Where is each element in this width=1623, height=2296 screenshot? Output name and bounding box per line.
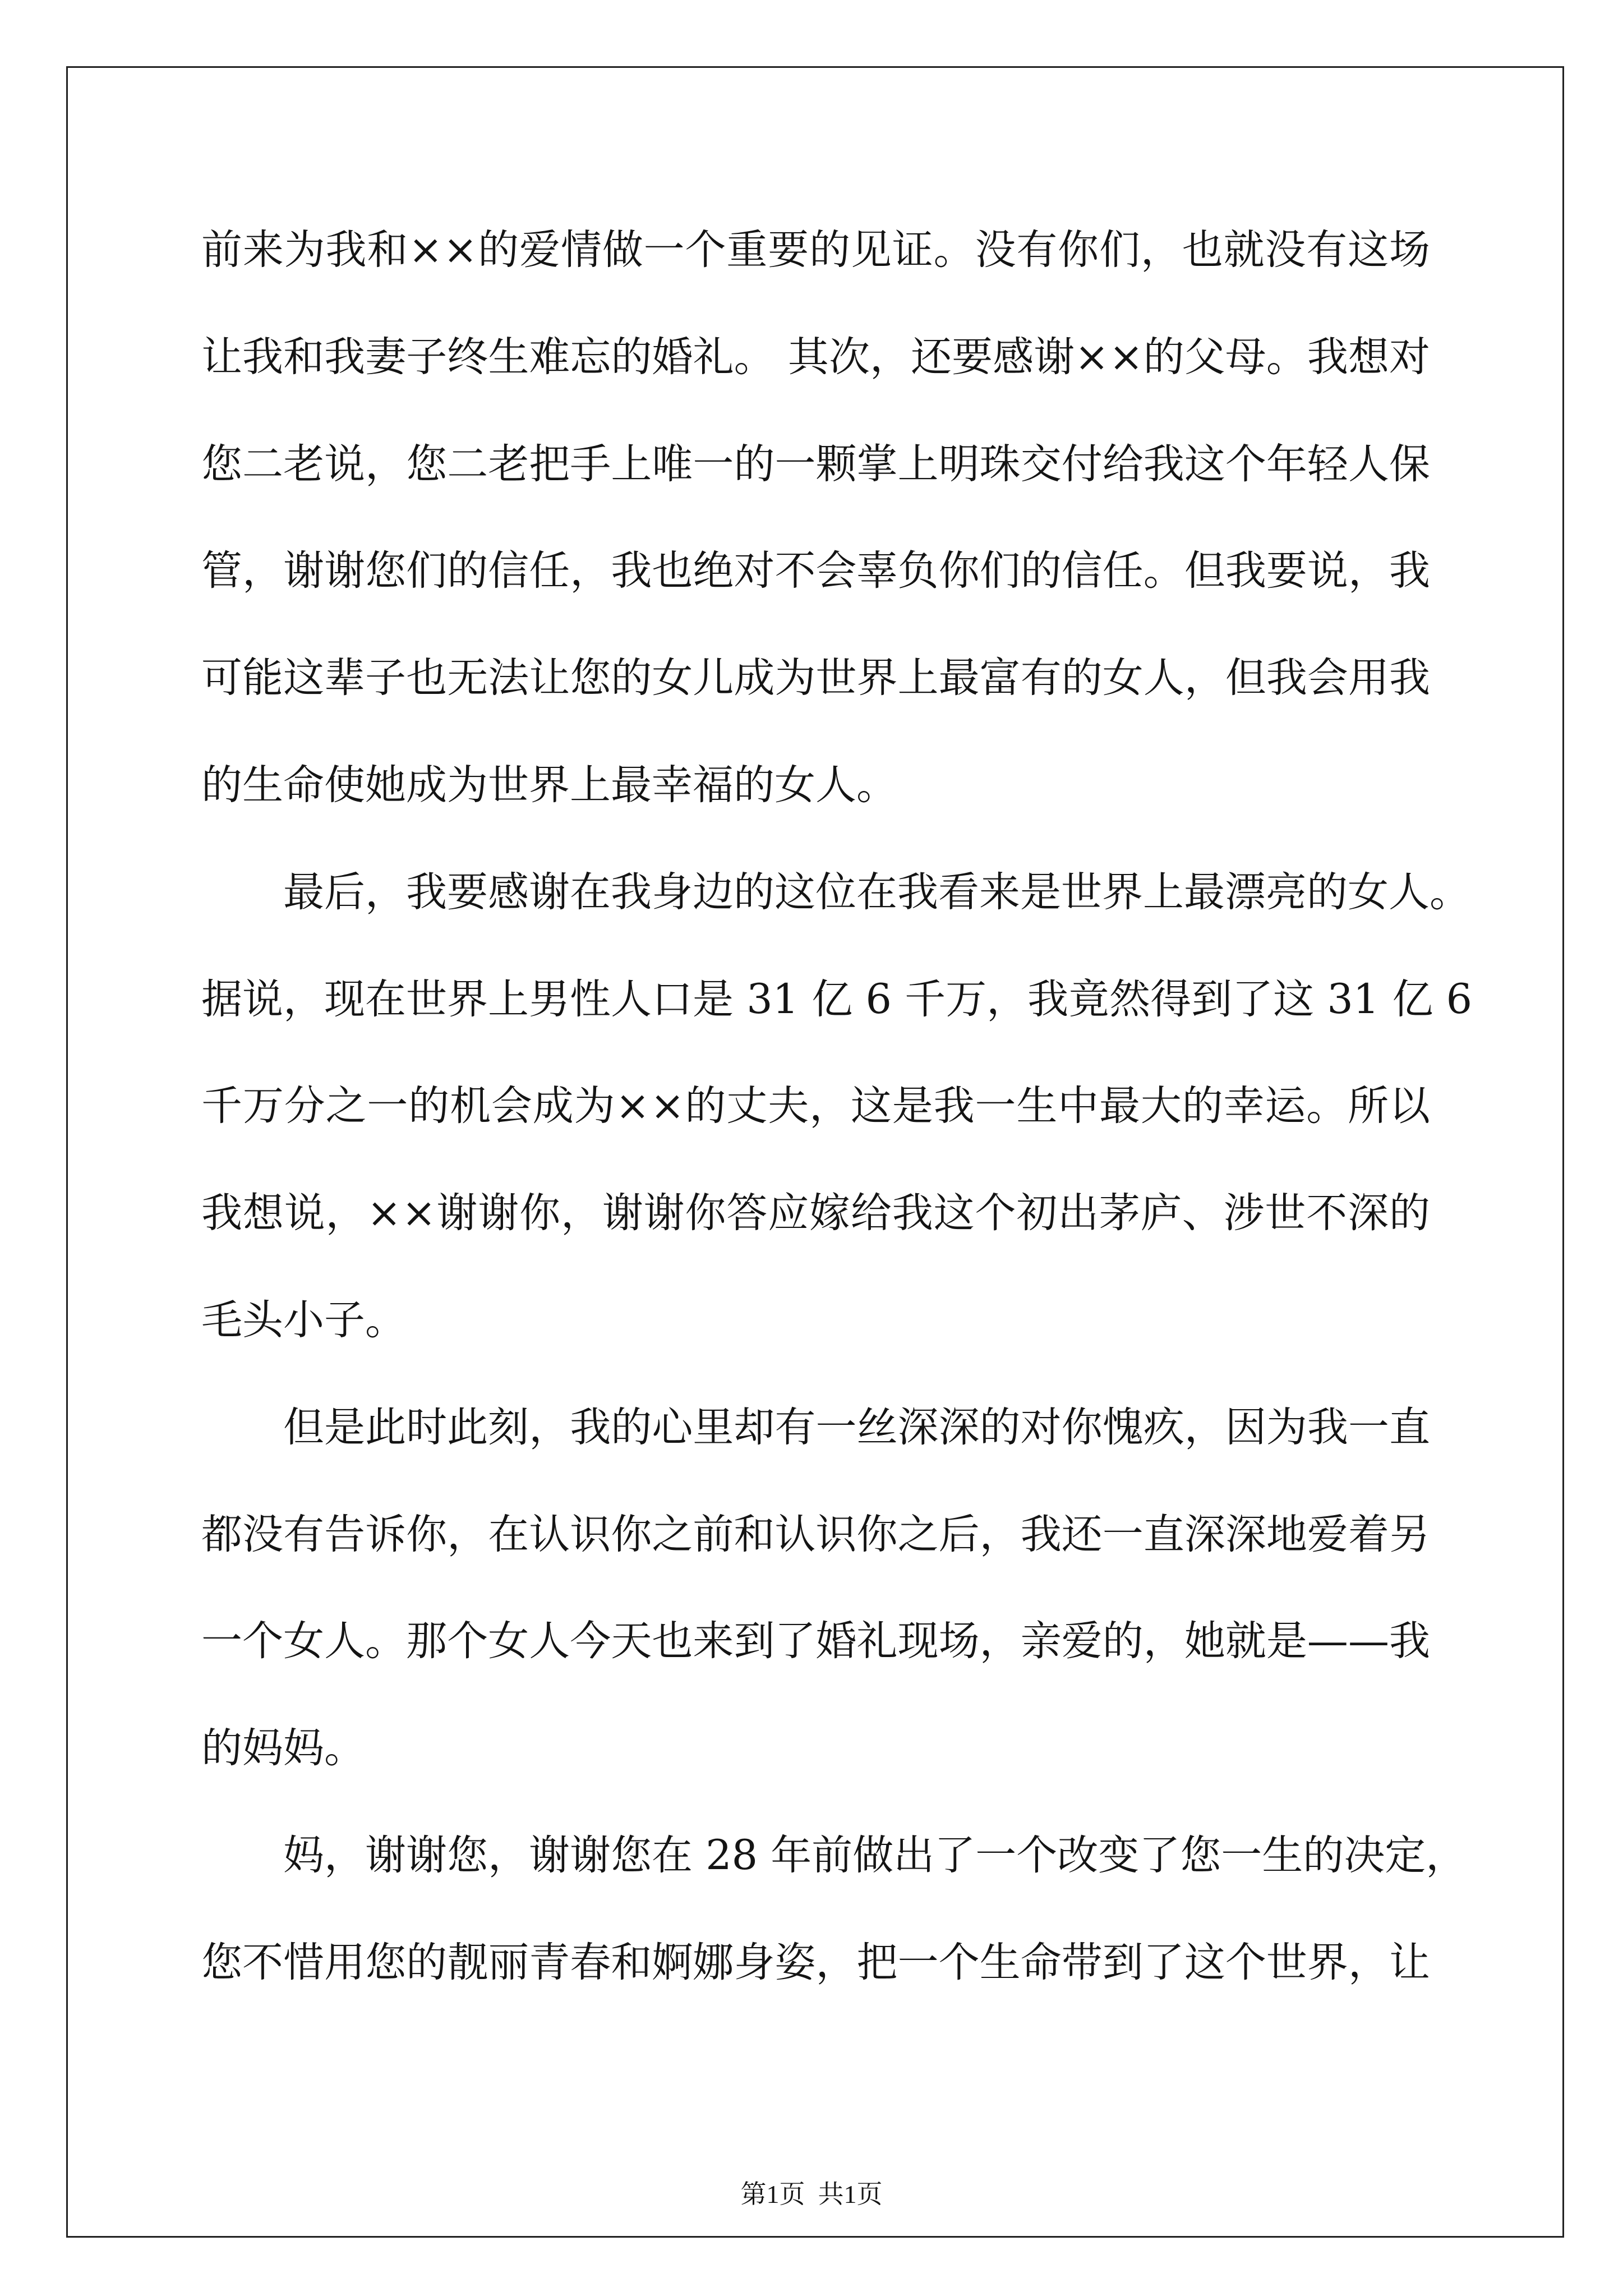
line-text: 毛头小子。 [201,1296,406,1344]
text-line [201,946,1473,1053]
line-text: 管，谢谢您们的信任，我也绝对不会辜负你们的信任。但我要说，我 [201,547,1431,595]
line-text: 的生命使她成为世界上最幸福的女人。 [201,761,897,809]
text-line [201,1160,1430,1267]
text-line [201,411,1430,518]
line-text: 据说，现在世界上男性人口是 31 亿 6 千万，我竟然得到了这 31 亿 6 [201,975,1473,1023]
page-footer [0,2182,1623,2207]
text-line [201,839,1470,946]
line-text: 一个女人。那个女人今天也来到了婚礼现场，亲爱的，她就是——我 [201,1617,1431,1665]
line-text: 我想说，××谢谢你，谢谢你答应嫁给我这个初出茅庐、涉世不深的 [201,1189,1431,1237]
text-line [201,1588,1430,1695]
page-number: 第1页 共1页 [740,2180,883,2208]
line-text: 可能这辈子也无法让您的女儿成为世界上最富有的女人，但我会用我 [201,654,1431,702]
text-line [201,732,1430,839]
line-text: 妈，谢谢您，谢谢您在 28 年前做出了一个改变了您一生的决定， [283,1831,1467,1879]
line-text: 都没有告诉你，在认识你之前和认识你之后，我还一直深深地爱着另 [201,1510,1431,1558]
line-text: 您不惜用您的靓丽青春和婀娜身姿，把一个生命带到了这个世界，让 [201,1938,1431,1986]
line-text: 让我和我妻子终生难忘的婚礼。 其次，还要感谢××的父母。我想对 [201,333,1431,381]
text-line [201,304,1430,411]
line-text: 前来为我和××的爱情做一个重要的见证。没有你们，也就没有这场 [201,226,1431,274]
text-line [201,625,1430,732]
line-text: 的妈妈。 [201,1724,365,1773]
line-text: 最后，我要感谢在我身边的这位在我看来是世界上最漂亮的女人。 [283,868,1470,916]
line-text: 千万分之一的机会成为××的丈夫，这是我一生中最大的幸运。所以 [201,1082,1431,1130]
paragraph [201,839,1473,1374]
text-line [201,1802,1467,1910]
text-line [201,1910,1430,2017]
text-line [201,518,1430,625]
line-text: 但是此时此刻，我的心里却有一丝深深的对你愧疚，因为我一直 [283,1403,1431,1451]
paragraph [201,197,1430,839]
text-line [201,1695,1430,1802]
paragraph [201,1374,1430,1802]
line-text: 您二老说，您二老把手上唯一的一颗掌上明珠交付给我这个年轻人保 [201,440,1431,488]
text-line [201,1374,1430,1481]
text-line [201,197,1430,304]
body-text [201,197,1473,2017]
text-line [201,1267,1430,1374]
text-line [201,1481,1430,1589]
text-line [201,1053,1430,1160]
paragraph [201,1802,1467,2017]
